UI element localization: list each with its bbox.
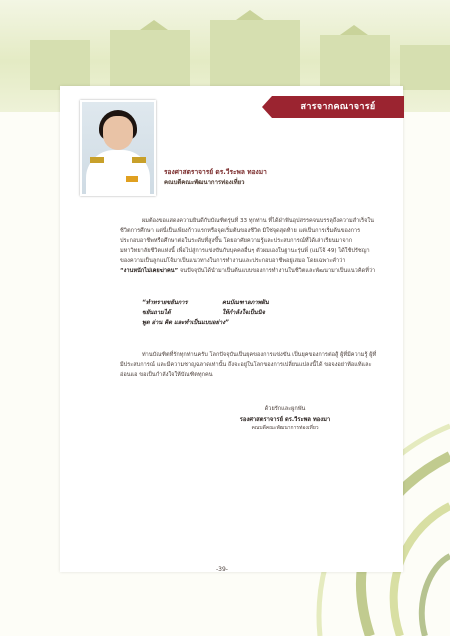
signature-name: รองศาสตราจารย์ ดร.วีระพล ทองมา <box>239 417 331 423</box>
quote-line-2-left: ขยันถามได้ <box>142 310 171 316</box>
motto-tail: จนปัจจุบันได้นำมาเป็นต้นแบบของการทำงานในชีวิตและพัฒนามาเป็นแนวคิดที่ว่า <box>178 268 376 274</box>
quote-line-1-left: “ทำทรายขยันการ <box>142 300 188 306</box>
paragraph-2: ท่านบัณฑิตที่รักทุกท่านครับ โลกปัจจุบันเป็นยุคของการแข่งขัน เป็นยุคของการต่อสู้ ผู้ที่มีความรู้ ผู้ที่มีประสบการณ์ และมีความชาญฉลาดเท่านั้น ถึงจะอยู่ในโลกของการเปลี่ยนแปลงนี้ได้ ขอจงอย่าท้อแท้และอ่อนแอ ขอเป็นกำลังใจให้บัณฑิตทุกคน <box>120 352 377 378</box>
dean-photo <box>80 100 156 196</box>
dean-position: คณบดีคณะพัฒนาการท่องเที่ยว <box>164 179 245 186</box>
page-number: -39- <box>216 566 228 573</box>
dean-name: รองศาสตราจารย์ ดร.วีระพล ทองมา <box>164 168 267 176</box>
quote-line-1-right: คนบัณฑาลภาพฝัน <box>222 300 269 306</box>
signature-closing: ด้วยรักและผูกพัน <box>264 406 306 412</box>
motto: “งานหนักไม่เคยฆ่าคน” <box>120 268 179 274</box>
section-title: สารจากคณาจารย์ <box>272 96 404 118</box>
quote-line-3-left: พูด อ่าน คิด และทำเป็นแบบอย่าง” <box>142 320 229 326</box>
quote-line-2-right: ให้กำลังใจเป็นนิจ <box>222 310 266 316</box>
paragraph-1 <box>120 216 378 276</box>
signature-position: คณบดีคณะพัฒนาการท่องเที่ยว <box>251 425 319 431</box>
paragraph-1-text: ผมต้องขอแสดงความยินดีกับบัณฑิตรุ่นที่ 33 ทุกท่าน ที่ได้ฝ่าฟันอุปสรรคจนบรรลุถึงความสำเร็จในชีวิตการศึกษา แต่นี่เป็นเพียงก้าวแรกหรือจุดเริ่มต้นของชีวิต มิใช่จุดสุดท้าย แต่เป็นการเริ่มต้นของการประกอบอาชีพหรือศึกษาต่อในระดับที่สูงขึ้น โดยอาศัยความรู้และประสบการณ์ที่ได้เล่าเรียนมาจากมหาวิทยาลัยชีวิตแห่งนี้ เพื่อไปสู่การแข่งขันกับบุคคลอื่นๆ ตัวผมเองในฐานะรุ่นพี่ (แม่โจ้ 49) ได้ใช้ปรัชญาของความเป็นลูกแม่โจ้มาเป็นแนวทางในการทำงานและประกอบอาชีพอยู่เสมอ โดยเฉพาะคำว่า <box>120 218 374 264</box>
